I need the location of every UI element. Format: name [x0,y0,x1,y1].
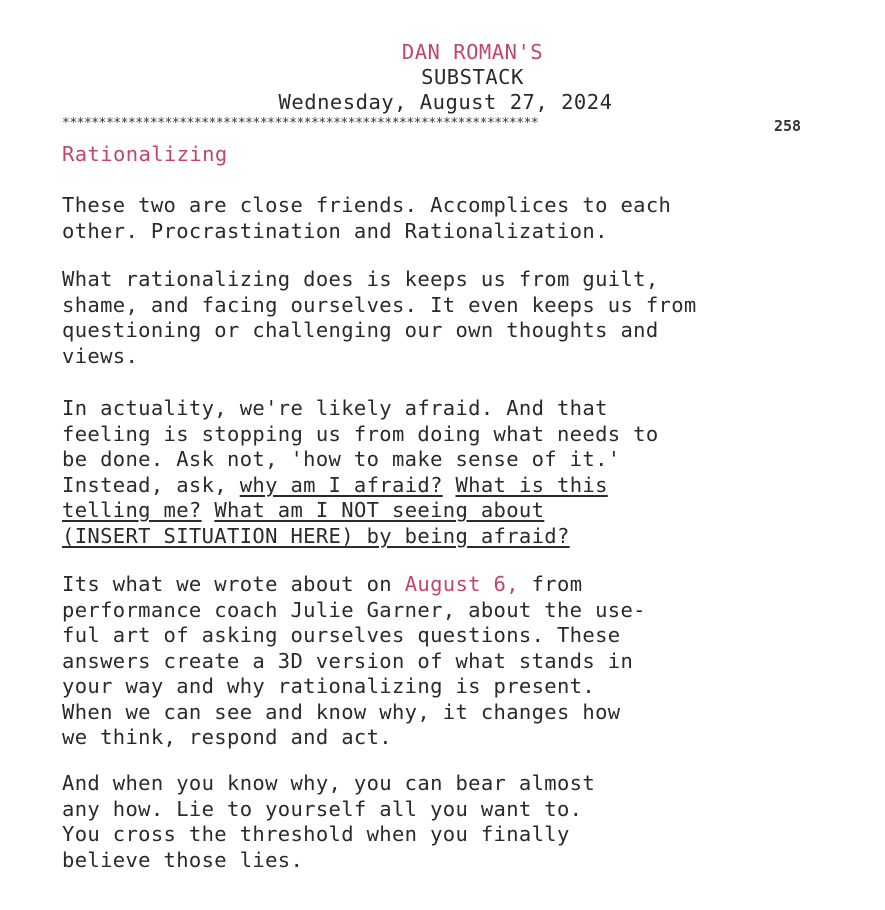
paragraph-5 [62,771,822,873]
text-line: Instead, ask, [62,472,240,497]
paragraph-2 [62,267,822,369]
paragraph-3 [62,396,822,549]
text-line: any how. Lie to yourself all you want to. [62,796,583,821]
asterisk-divider: ***************************************************************** [62,117,539,131]
text-line: believe those lies. [62,847,304,872]
text-line: shame, and facing ourselves. It even keeps us from [62,292,697,317]
text-line: views. [62,343,139,368]
underlined-question: why am I afraid? [239,472,443,497]
underlined-question: telling me? [62,498,202,522]
text-line: What rationalizing does is keeps us from guilt, [62,267,659,291]
divider-end-mark: 258 [774,117,802,135]
masthead-date: Wednesday, August 27, 2024 [278,90,613,114]
masthead-author: DAN ROMAN'S [401,40,544,64]
text-line: And when you know why, you can bear almost [62,771,596,795]
text-line: be done. Ask not, 'how to make sense of it.' [62,447,621,471]
text-line: answers create a 3D version of what stands in [62,648,634,673]
text-line: from [518,572,583,596]
text-line: These two are close friends. Accomplices to each [62,193,672,217]
text-line: your way and why rationalizing is present. [62,674,596,698]
article-title: Rationalizing [62,142,228,166]
text-line: In actuality, we're likely afraid. And that [62,396,608,420]
masthead-publication: SUBSTACK [421,65,524,89]
text-line: other. Procrastination and Rationalization. [62,218,608,243]
text-line: questioning or challenging our own thoughts and [62,318,659,342]
masthead [0,40,885,115]
text-line: You cross the threshold when you finally [62,822,570,846]
paragraph-4 [62,572,822,751]
underlined-question: What is this [455,472,608,497]
date-link[interactable]: August 6, [404,572,519,596]
underlined-question: (INSERT SITUATION HERE) by being afraid? [62,523,570,548]
text-line: feeling is stopping us from doing what needs to [62,421,659,446]
text-line: performance coach Julie Garner, about the use- [62,597,646,622]
text-line: ful art of asking ourselves questions. These [62,623,621,647]
text-line: When we can see and know why, it changes how [62,699,621,724]
underlined-question: What am I NOT seeing about [214,498,545,522]
paragraph-1 [62,193,822,244]
text-line: we think, respond and act. [62,725,392,749]
text-line: Its what we wrote about on [62,572,405,596]
